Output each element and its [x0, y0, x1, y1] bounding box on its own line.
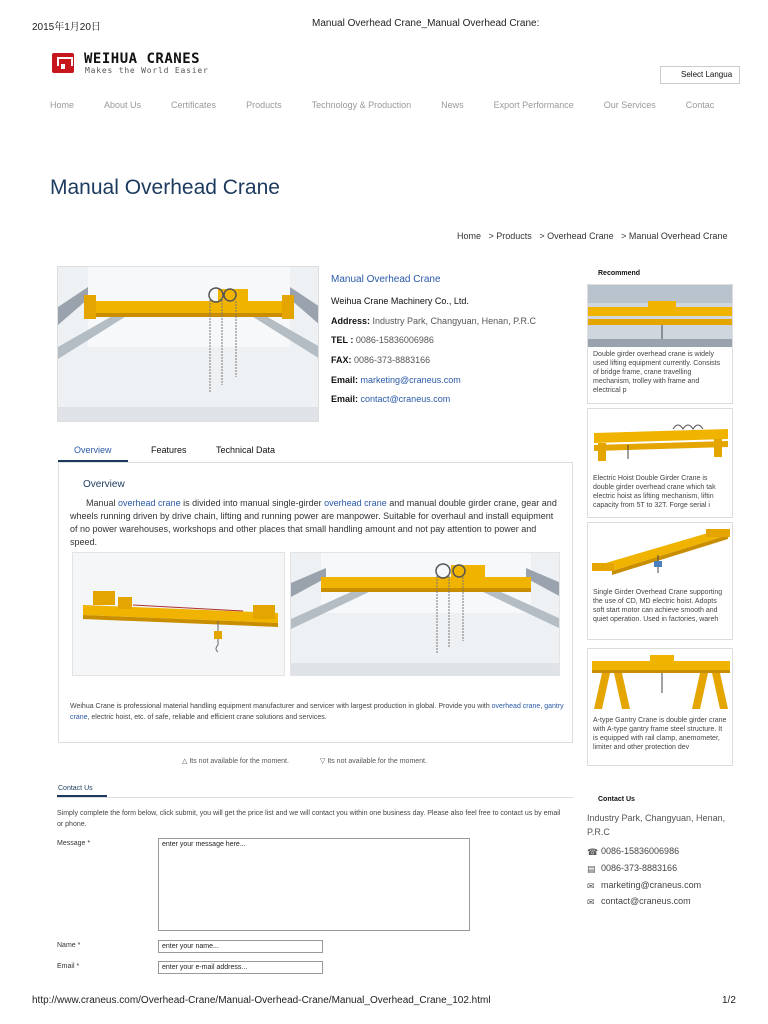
email-label-1: Email:	[331, 375, 359, 385]
product-email-2	[331, 394, 450, 404]
weihua-text-b: , electric hoist, etc. of safe, reliable and efficient crane solutions and services.	[87, 714, 327, 721]
message-input[interactable]	[158, 838, 470, 931]
recommend-item-gantry[interactable]	[587, 648, 733, 766]
nav-our-services[interactable]: Our Services	[603, 100, 656, 110]
contact-us-tab[interactable]: Contact Us	[58, 785, 93, 792]
breadcrumb	[457, 231, 727, 241]
product-address	[331, 316, 536, 326]
email-link-1[interactable]: marketing@craneus.com	[360, 375, 461, 385]
print-title: Manual Overhead Crane_Manual Overhead Crane:	[312, 18, 540, 29]
fax-icon: ▤	[587, 864, 596, 874]
side-contact-phone	[587, 846, 679, 857]
nav-about-us[interactable]: About Us	[104, 100, 142, 110]
overhead-crane-link-3[interactable]: overhead crane	[491, 703, 541, 710]
name-label: Name *	[57, 942, 81, 949]
email-label: Email *	[57, 963, 80, 970]
side-fax-value: 0086-373-8883166	[601, 863, 678, 873]
page-title: Manual Overhead Crane	[50, 176, 280, 199]
brand-name[interactable]: WEIHUA CRANES	[84, 51, 201, 67]
fax-value: 0086-373-8883166	[354, 355, 431, 365]
email-input[interactable]: enter your e-mail address...	[158, 961, 323, 974]
weihua-intro-paragraph	[70, 701, 565, 723]
side-email-link-1[interactable]: marketing@craneus.com	[601, 880, 702, 890]
tab-features[interactable]: Features	[151, 445, 187, 455]
recommend-image-3[interactable]	[588, 523, 732, 585]
recommend-title: Recommend	[598, 270, 641, 277]
nav-certificates[interactable]: Certificates	[171, 100, 217, 110]
company-name: Weihua Crane Machinery Co., Ltd.	[331, 296, 469, 306]
nav-home[interactable]: Home	[50, 100, 75, 110]
side-contact-fax	[587, 863, 677, 874]
weihua-text-a: Weihua Crane is professional material handling equipment manufacturer and servicer with largest production in global. Provide you with	[70, 703, 492, 710]
fax-label: FAX:	[331, 355, 352, 365]
language-label: Select Langua	[681, 70, 733, 79]
side-contact-address: Industry Park, Changyuan, Henan, P.R.C	[587, 813, 726, 837]
side-contact-email-2	[587, 896, 691, 907]
main-nav	[50, 100, 732, 114]
nav-news[interactable]: News	[441, 100, 464, 110]
nav-products[interactable]: Products	[246, 100, 282, 110]
language-select[interactable]	[660, 66, 740, 84]
recommend-item-double-girder[interactable]	[587, 284, 733, 404]
nav-export-performance[interactable]: Export Performance	[493, 100, 574, 110]
nav-contact[interactable]: Contac	[685, 100, 715, 110]
prev-availability-text: Its not available for the moment.	[189, 758, 289, 765]
product-fax	[331, 355, 430, 365]
gantry-crane-link[interactable]: gantry crane	[70, 703, 564, 721]
name-input[interactable]: enter your name...	[158, 940, 323, 953]
weihua-logo-icon[interactable]	[52, 53, 74, 73]
print-page-number: 1/2	[722, 995, 736, 1006]
recommend-item-electric-hoist[interactable]	[587, 408, 733, 518]
overhead-crane-link-1[interactable]: overhead crane	[118, 498, 181, 508]
recommend-image-1[interactable]	[588, 285, 732, 347]
overview-text-b: is divided into manual single-girder	[180, 498, 325, 508]
message-label: Message *	[57, 840, 91, 847]
overview-text-c: and manual double girder crane, gear and wheels running driven by drive chain, lifting and running power are manpower. Suitable for overhaul and install equipment of no power warehouses, workshops and other places that small handling amount and not pay attention to power and speed.	[70, 498, 557, 547]
tab-active-indicator	[58, 460, 128, 462]
recommend-image-4[interactable]	[588, 649, 732, 713]
product-email-1	[331, 375, 461, 385]
mail-icon: ✉	[587, 881, 595, 891]
weihua-text-sep: ,	[540, 703, 545, 710]
single-girder-crane-image	[72, 552, 285, 676]
product-name-link[interactable]: Manual Overhead Crane	[331, 274, 441, 285]
overview-paragraph	[70, 497, 560, 549]
recommend-item-single-girder[interactable]	[587, 522, 733, 640]
next-availability	[320, 757, 427, 765]
mail-icon-2: ✉	[587, 897, 595, 907]
side-contact-title: Contact Us	[598, 796, 635, 803]
product-image[interactable]	[57, 266, 319, 422]
nav-technology-production[interactable]: Technology & Production	[311, 100, 412, 110]
address-value: Industry Park, Changyuan, Henan, P.R.C	[372, 316, 536, 326]
next-availability-text: Its not available for the moment.	[327, 758, 427, 765]
overhead-crane-link-2[interactable]: overhead crane	[324, 498, 387, 508]
contact-tab-indicator	[57, 795, 107, 797]
recommend-text-4: A-type Gantry Crane is double girder crane with A-type gantry frame steel structure. It is equipped with rail clamp, anemometer, limiter and other protection dev	[593, 717, 727, 751]
contact-intro: Simply complete the form below, click submit, you will get the price list and we will contact you within one business day. Please also feel free to contact us by email or phone.	[57, 810, 561, 828]
prev-availability	[182, 757, 289, 765]
down-triangle-icon: ▽	[320, 758, 326, 765]
double-girder-crane-image	[290, 552, 560, 676]
email-link-2[interactable]: contact@craneus.com	[360, 394, 451, 404]
address-label: Address:	[331, 316, 371, 326]
brand-tagline: Makes the World Easier	[85, 66, 209, 75]
overview-heading: Overview	[83, 479, 125, 490]
breadcrumb-overhead-crane[interactable]: > Overhead Crane	[539, 231, 614, 241]
tel-label: TEL :	[331, 335, 354, 345]
print-date: 2015年1月20日	[32, 22, 101, 33]
email-label-2: Email:	[331, 394, 359, 404]
breadcrumb-home[interactable]: Home	[457, 231, 482, 241]
print-url: http://www.craneus.com/Overhead-Crane/Manual-Overhead-Crane/Manual_Overhead_Crane_102.html	[32, 995, 491, 1006]
breadcrumb-products[interactable]: > Products	[488, 231, 532, 241]
tel-value: 0086-15836006986	[355, 335, 434, 345]
phone-icon: ☎	[587, 847, 599, 857]
overview-text-a: Manual	[86, 498, 119, 508]
side-email-link-2[interactable]: contact@craneus.com	[601, 896, 691, 906]
contact-divider	[57, 797, 573, 798]
product-tel	[331, 335, 434, 345]
tab-technical-data[interactable]: Technical Data	[216, 445, 276, 455]
recommend-text-3: Single Girder Overhead Crane supporting the use of CD, MD electric hoist. Adopts soft start motor can achieve smooth and quiet operation. Used in factories, wareh	[593, 589, 723, 623]
recommend-text-1: Double girder overhead crane is widely used lifting equipment currently. Consists of bridge frame, crane travelling mechanism, trolley with frame and electrical p	[593, 351, 721, 394]
side-contact-email-1	[587, 880, 701, 891]
recommend-text-2: Electric Hoist Double Girder Crane is double girder overhead crane which tak electric hoist as lifting mechanism, liftin capacity from 5T to 32T. Forge serial i	[593, 475, 716, 509]
up-triangle-icon: △	[182, 758, 188, 765]
breadcrumb-current: > Manual Overhead Crane	[621, 231, 728, 241]
tab-overview[interactable]: Overview	[74, 445, 112, 455]
side-phone-value: 0086-15836006986	[601, 846, 680, 856]
recommend-image-2[interactable]	[588, 409, 732, 471]
